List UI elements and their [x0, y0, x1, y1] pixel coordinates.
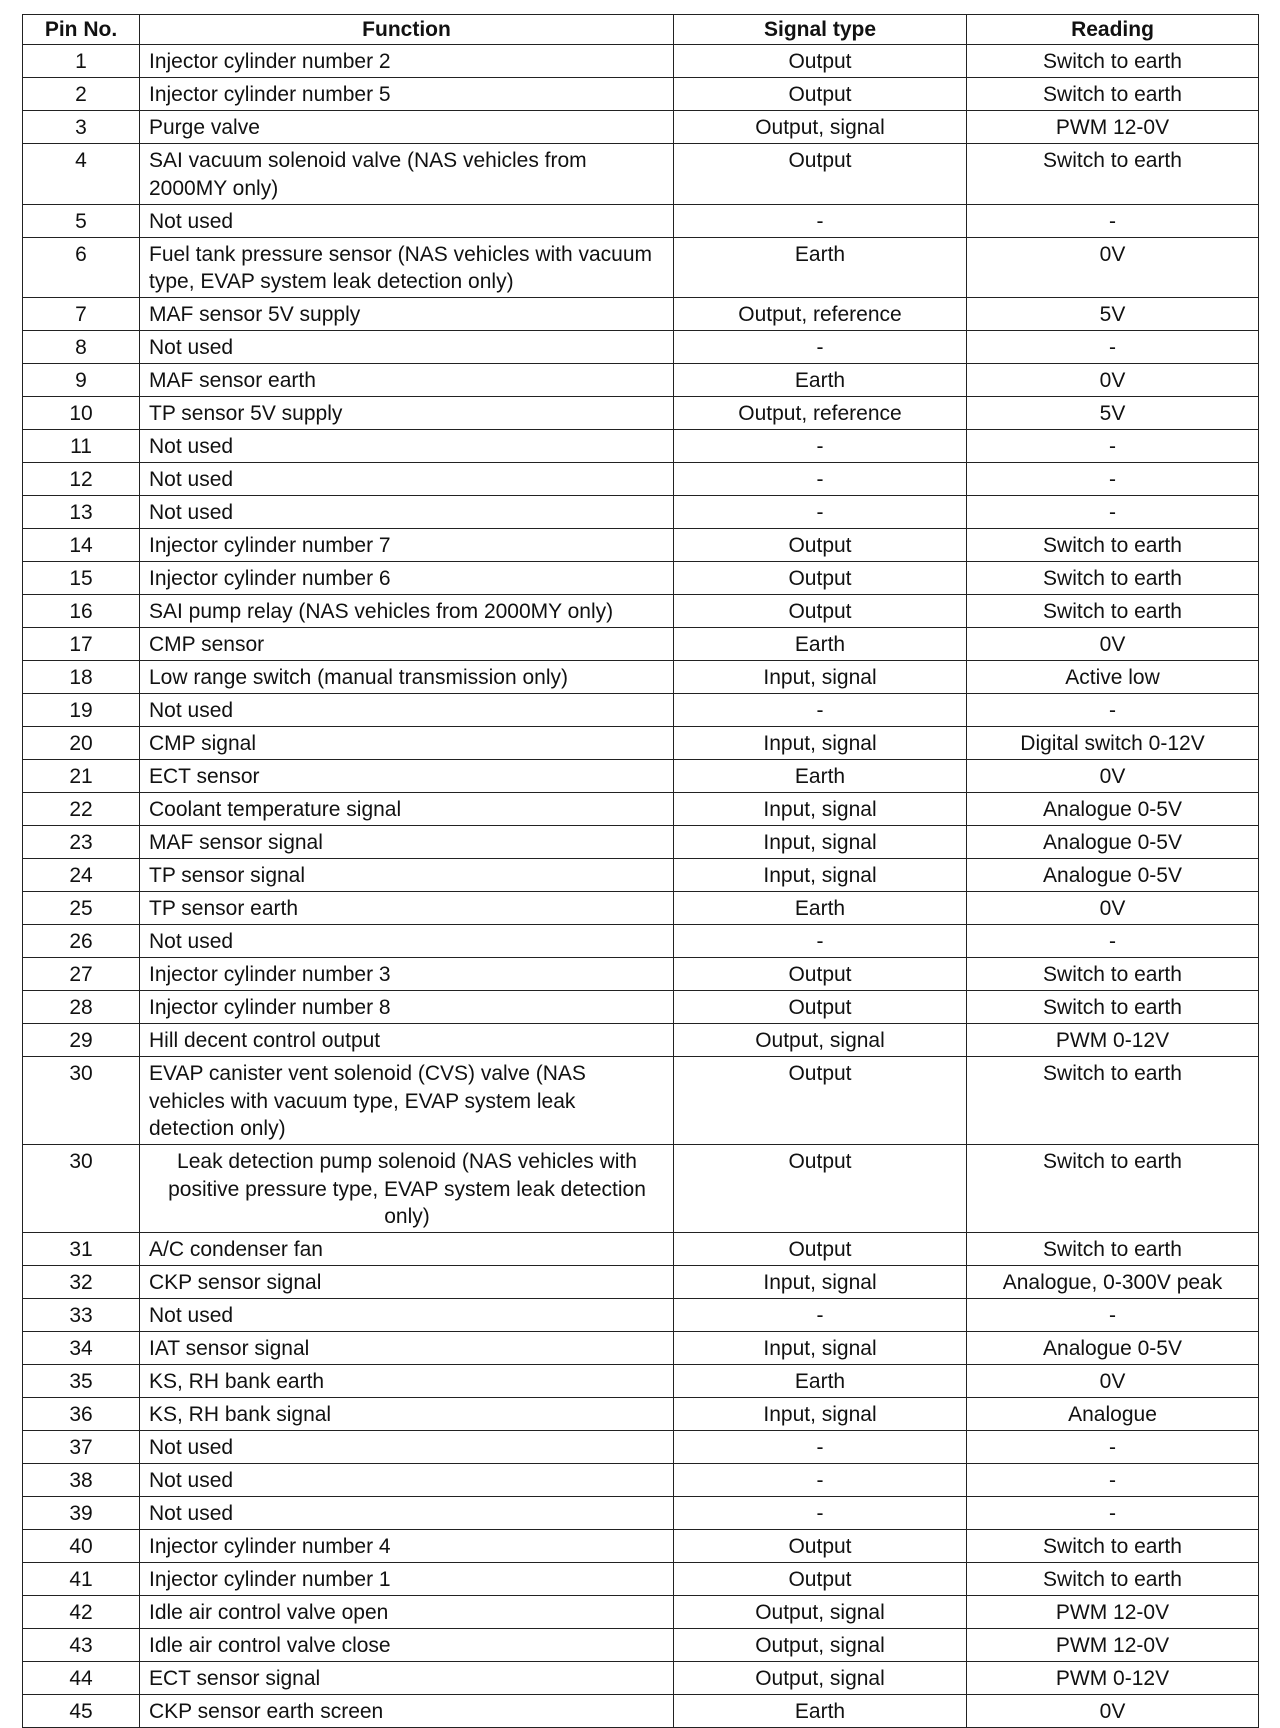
- reading-cell: Analogue 0-5V: [967, 859, 1259, 892]
- pin-cell: 31: [23, 1233, 140, 1266]
- reading-cell: -: [967, 496, 1259, 529]
- pin-cell: 32: [23, 1266, 140, 1299]
- function-cell: Not used: [140, 1464, 674, 1497]
- signal-type-cell: Output: [674, 1057, 967, 1145]
- pin-cell: 10: [23, 397, 140, 430]
- function-cell: MAF sensor signal: [140, 826, 674, 859]
- function-cell: Hill decent control output: [140, 1024, 674, 1057]
- reading-cell: 0V: [967, 1365, 1259, 1398]
- signal-type-cell: Input, signal: [674, 1266, 967, 1299]
- signal-type-cell: Output: [674, 1563, 967, 1596]
- reading-cell: -: [967, 694, 1259, 727]
- table-row: [23, 892, 1259, 925]
- pin-cell: 25: [23, 892, 140, 925]
- reading-cell: Switch to earth: [967, 45, 1259, 78]
- reading-cell: -: [967, 463, 1259, 496]
- pin-cell: 14: [23, 529, 140, 562]
- signal-type-cell: Output: [674, 144, 967, 205]
- header-pin-no: Pin No.: [23, 15, 140, 45]
- function-cell: Purge valve: [140, 111, 674, 144]
- table-row: [23, 331, 1259, 364]
- pin-cell: 42: [23, 1596, 140, 1629]
- table-row: [23, 529, 1259, 562]
- pin-cell: 41: [23, 1563, 140, 1596]
- table-row: [23, 78, 1259, 111]
- function-cell: MAF sensor 5V supply: [140, 298, 674, 331]
- function-cell: ECT sensor: [140, 760, 674, 793]
- reading-cell: Switch to earth: [967, 1563, 1259, 1596]
- signal-type-cell: -: [674, 925, 967, 958]
- function-cell: CMP signal: [140, 727, 674, 760]
- signal-type-cell: -: [674, 1431, 967, 1464]
- reading-cell: PWM 12-0V: [967, 111, 1259, 144]
- pin-cell: 24: [23, 859, 140, 892]
- reading-cell: 0V: [967, 364, 1259, 397]
- function-cell: Injector cylinder number 6: [140, 562, 674, 595]
- function-cell: Not used: [140, 496, 674, 529]
- pin-cell: 29: [23, 1024, 140, 1057]
- table-row: [23, 760, 1259, 793]
- function-cell: EVAP canister vent solenoid (CVS) valve (NAS vehicles with vacuum type, EVAP system leak detection only): [140, 1057, 674, 1145]
- table-row: [23, 958, 1259, 991]
- header-signal-type: Signal type: [674, 15, 967, 45]
- signal-type-cell: -: [674, 204, 967, 237]
- reading-cell: Active low: [967, 661, 1259, 694]
- signal-type-cell: Earth: [674, 1695, 967, 1728]
- table-row: [23, 1145, 1259, 1233]
- table-body: [23, 45, 1259, 1728]
- table-row: [23, 562, 1259, 595]
- function-cell: MAF sensor earth: [140, 364, 674, 397]
- function-cell: A/C condenser fan: [140, 1233, 674, 1266]
- pin-cell: 2: [23, 78, 140, 111]
- function-cell: Not used: [140, 331, 674, 364]
- pin-cell: 13: [23, 496, 140, 529]
- pin-cell: 23: [23, 826, 140, 859]
- signal-type-cell: Output, signal: [674, 111, 967, 144]
- reading-cell: 0V: [967, 892, 1259, 925]
- signal-type-cell: Earth: [674, 237, 967, 298]
- reading-cell: Switch to earth: [967, 562, 1259, 595]
- reading-cell: 0V: [967, 760, 1259, 793]
- function-cell: ECT sensor signal: [140, 1662, 674, 1695]
- header-function: Function: [140, 15, 674, 45]
- signal-type-cell: Output, reference: [674, 397, 967, 430]
- reading-cell: -: [967, 204, 1259, 237]
- table-row: [23, 595, 1259, 628]
- function-cell: TP sensor signal: [140, 859, 674, 892]
- pin-cell: 5: [23, 204, 140, 237]
- table-row: [23, 45, 1259, 78]
- reading-cell: Switch to earth: [967, 78, 1259, 111]
- signal-type-cell: -: [674, 1464, 967, 1497]
- reading-cell: Analogue 0-5V: [967, 793, 1259, 826]
- pin-cell: 33: [23, 1299, 140, 1332]
- reading-cell: Switch to earth: [967, 1145, 1259, 1233]
- function-cell: Injector cylinder number 7: [140, 529, 674, 562]
- signal-type-cell: Output: [674, 1530, 967, 1563]
- function-cell: Injector cylinder number 2: [140, 45, 674, 78]
- pin-cell: 30: [23, 1057, 140, 1145]
- function-cell: Idle air control valve close: [140, 1629, 674, 1662]
- function-cell: Not used: [140, 694, 674, 727]
- signal-type-cell: Output, reference: [674, 298, 967, 331]
- reading-cell: 5V: [967, 298, 1259, 331]
- signal-type-cell: -: [674, 1299, 967, 1332]
- pin-cell: 36: [23, 1398, 140, 1431]
- reading-cell: -: [967, 430, 1259, 463]
- signal-type-cell: Earth: [674, 364, 967, 397]
- table-row: [23, 1596, 1259, 1629]
- signal-type-cell: -: [674, 463, 967, 496]
- signal-type-cell: Input, signal: [674, 1332, 967, 1365]
- function-cell: Not used: [140, 204, 674, 237]
- table-row: [23, 1695, 1259, 1728]
- reading-cell: Analogue: [967, 1398, 1259, 1431]
- pin-cell: 21: [23, 760, 140, 793]
- signal-type-cell: Output: [674, 958, 967, 991]
- signal-type-cell: Output: [674, 1233, 967, 1266]
- function-cell: Coolant temperature signal: [140, 793, 674, 826]
- function-cell: TP sensor 5V supply: [140, 397, 674, 430]
- table-row: [23, 1299, 1259, 1332]
- table-row: [23, 1057, 1259, 1145]
- pin-table: [22, 14, 1259, 1728]
- reading-cell: PWM 12-0V: [967, 1596, 1259, 1629]
- pin-cell: 40: [23, 1530, 140, 1563]
- pin-cell: 19: [23, 694, 140, 727]
- pin-cell: 15: [23, 562, 140, 595]
- header-reading: Reading: [967, 15, 1259, 45]
- signal-type-cell: -: [674, 694, 967, 727]
- table-row: [23, 397, 1259, 430]
- pin-cell: 12: [23, 463, 140, 496]
- pin-cell: 35: [23, 1365, 140, 1398]
- signal-type-cell: -: [674, 430, 967, 463]
- reading-cell: Switch to earth: [967, 529, 1259, 562]
- table-row: [23, 727, 1259, 760]
- pin-cell: 11: [23, 430, 140, 463]
- reading-cell: -: [967, 1497, 1259, 1530]
- reading-cell: Analogue 0-5V: [967, 1332, 1259, 1365]
- signal-type-cell: Input, signal: [674, 826, 967, 859]
- function-cell: Injector cylinder number 8: [140, 991, 674, 1024]
- pin-cell: 17: [23, 628, 140, 661]
- table-row: [23, 1332, 1259, 1365]
- table-row: [23, 204, 1259, 237]
- table-row: [23, 1266, 1259, 1299]
- reading-cell: -: [967, 331, 1259, 364]
- signal-type-cell: Output: [674, 45, 967, 78]
- reading-cell: Switch to earth: [967, 1530, 1259, 1563]
- reading-cell: PWM 0-12V: [967, 1662, 1259, 1695]
- pin-cell: 18: [23, 661, 140, 694]
- pin-cell: 20: [23, 727, 140, 760]
- function-cell: KS, RH bank signal: [140, 1398, 674, 1431]
- pin-cell: 43: [23, 1629, 140, 1662]
- reading-cell: Analogue, 0-300V peak: [967, 1266, 1259, 1299]
- pin-cell: 3: [23, 111, 140, 144]
- table-row: [23, 463, 1259, 496]
- pin-cell: 9: [23, 364, 140, 397]
- signal-type-cell: Output: [674, 595, 967, 628]
- reading-cell: 0V: [967, 1695, 1259, 1728]
- table-row: [23, 298, 1259, 331]
- signal-type-cell: Earth: [674, 892, 967, 925]
- signal-type-cell: Input, signal: [674, 1398, 967, 1431]
- table-row: [23, 1398, 1259, 1431]
- reading-cell: -: [967, 925, 1259, 958]
- table-row: [23, 628, 1259, 661]
- pin-cell: 28: [23, 991, 140, 1024]
- table-row: [23, 237, 1259, 298]
- pin-cell: 4: [23, 144, 140, 205]
- signal-type-cell: Earth: [674, 760, 967, 793]
- table-row: [23, 793, 1259, 826]
- table-row: [23, 1530, 1259, 1563]
- table-row: [23, 1024, 1259, 1057]
- table-row: [23, 496, 1259, 529]
- function-cell: CMP sensor: [140, 628, 674, 661]
- reading-cell: Digital switch 0-12V: [967, 727, 1259, 760]
- function-cell: Injector cylinder number 4: [140, 1530, 674, 1563]
- reading-cell: Switch to earth: [967, 1233, 1259, 1266]
- signal-type-cell: Earth: [674, 1365, 967, 1398]
- function-cell: Not used: [140, 430, 674, 463]
- reading-cell: PWM 0-12V: [967, 1024, 1259, 1057]
- signal-type-cell: Output: [674, 562, 967, 595]
- table-row: [23, 661, 1259, 694]
- table-row: [23, 430, 1259, 463]
- table-row: [23, 1497, 1259, 1530]
- table-row: [23, 925, 1259, 958]
- table-row: [23, 1464, 1259, 1497]
- pin-cell: 39: [23, 1497, 140, 1530]
- function-cell: Injector cylinder number 5: [140, 78, 674, 111]
- signal-type-cell: Output: [674, 529, 967, 562]
- table-row: [23, 111, 1259, 144]
- table-row: [23, 826, 1259, 859]
- function-cell: Not used: [140, 1299, 674, 1332]
- function-cell: Not used: [140, 1497, 674, 1530]
- pin-cell: 26: [23, 925, 140, 958]
- pin-cell: 38: [23, 1464, 140, 1497]
- reading-cell: -: [967, 1431, 1259, 1464]
- pin-cell: 30: [23, 1145, 140, 1233]
- signal-type-cell: Output: [674, 991, 967, 1024]
- table-row: [23, 859, 1259, 892]
- reading-cell: -: [967, 1464, 1259, 1497]
- table-row: [23, 1365, 1259, 1398]
- function-cell: Injector cylinder number 1: [140, 1563, 674, 1596]
- signal-type-cell: Input, signal: [674, 793, 967, 826]
- function-cell: SAI vacuum solenoid valve (NAS vehicles from 2000MY only): [140, 144, 674, 205]
- signal-type-cell: Output: [674, 1145, 967, 1233]
- signal-type-cell: -: [674, 496, 967, 529]
- reading-cell: 0V: [967, 237, 1259, 298]
- pin-cell: 34: [23, 1332, 140, 1365]
- pin-cell: 16: [23, 595, 140, 628]
- table-row: [23, 1662, 1259, 1695]
- function-cell: Idle air control valve open: [140, 1596, 674, 1629]
- function-cell: Not used: [140, 1431, 674, 1464]
- pin-cell: 1: [23, 45, 140, 78]
- signal-type-cell: -: [674, 1497, 967, 1530]
- signal-type-cell: Input, signal: [674, 727, 967, 760]
- table-row: [23, 1233, 1259, 1266]
- signal-type-cell: Output, signal: [674, 1629, 967, 1662]
- function-cell: Leak detection pump solenoid (NAS vehicles with positive pressure type, EVAP system leak detection only): [140, 1145, 674, 1233]
- function-cell: KS, RH bank earth: [140, 1365, 674, 1398]
- signal-type-cell: Input, signal: [674, 661, 967, 694]
- function-cell: Low range switch (manual transmission only): [140, 661, 674, 694]
- signal-type-cell: Output: [674, 78, 967, 111]
- signal-type-cell: Output, signal: [674, 1662, 967, 1695]
- pin-cell: 27: [23, 958, 140, 991]
- function-cell: CKP sensor signal: [140, 1266, 674, 1299]
- reading-cell: PWM 12-0V: [967, 1629, 1259, 1662]
- reading-cell: Switch to earth: [967, 144, 1259, 205]
- function-cell: TP sensor earth: [140, 892, 674, 925]
- pin-cell: 22: [23, 793, 140, 826]
- function-cell: SAI pump relay (NAS vehicles from 2000MY only): [140, 595, 674, 628]
- table-row: [23, 144, 1259, 205]
- pin-cell: 44: [23, 1662, 140, 1695]
- signal-type-cell: -: [674, 331, 967, 364]
- function-cell: Fuel tank pressure sensor (NAS vehicles with vacuum type, EVAP system leak detection only): [140, 237, 674, 298]
- reading-cell: Switch to earth: [967, 1057, 1259, 1145]
- signal-type-cell: Output, signal: [674, 1596, 967, 1629]
- reading-cell: Analogue 0-5V: [967, 826, 1259, 859]
- reading-cell: Switch to earth: [967, 991, 1259, 1024]
- function-cell: Injector cylinder number 3: [140, 958, 674, 991]
- pin-cell: 7: [23, 298, 140, 331]
- pin-cell: 37: [23, 1431, 140, 1464]
- table-row: [23, 694, 1259, 727]
- reading-cell: Switch to earth: [967, 595, 1259, 628]
- table-row: [23, 1563, 1259, 1596]
- reading-cell: -: [967, 1299, 1259, 1332]
- pin-cell: 45: [23, 1695, 140, 1728]
- table-row: [23, 364, 1259, 397]
- pin-cell: 6: [23, 237, 140, 298]
- reading-cell: 0V: [967, 628, 1259, 661]
- table-row: [23, 991, 1259, 1024]
- function-cell: CKP sensor earth screen: [140, 1695, 674, 1728]
- reading-cell: 5V: [967, 397, 1259, 430]
- function-cell: Not used: [140, 925, 674, 958]
- function-cell: IAT sensor signal: [140, 1332, 674, 1365]
- function-cell: Not used: [140, 463, 674, 496]
- signal-type-cell: Output, signal: [674, 1024, 967, 1057]
- pin-cell: 8: [23, 331, 140, 364]
- table-row: [23, 1629, 1259, 1662]
- reading-cell: Switch to earth: [967, 958, 1259, 991]
- table-row: [23, 1431, 1259, 1464]
- table-header: [23, 15, 1259, 45]
- header-row: [23, 15, 1259, 45]
- signal-type-cell: Input, signal: [674, 859, 967, 892]
- signal-type-cell: Earth: [674, 628, 967, 661]
